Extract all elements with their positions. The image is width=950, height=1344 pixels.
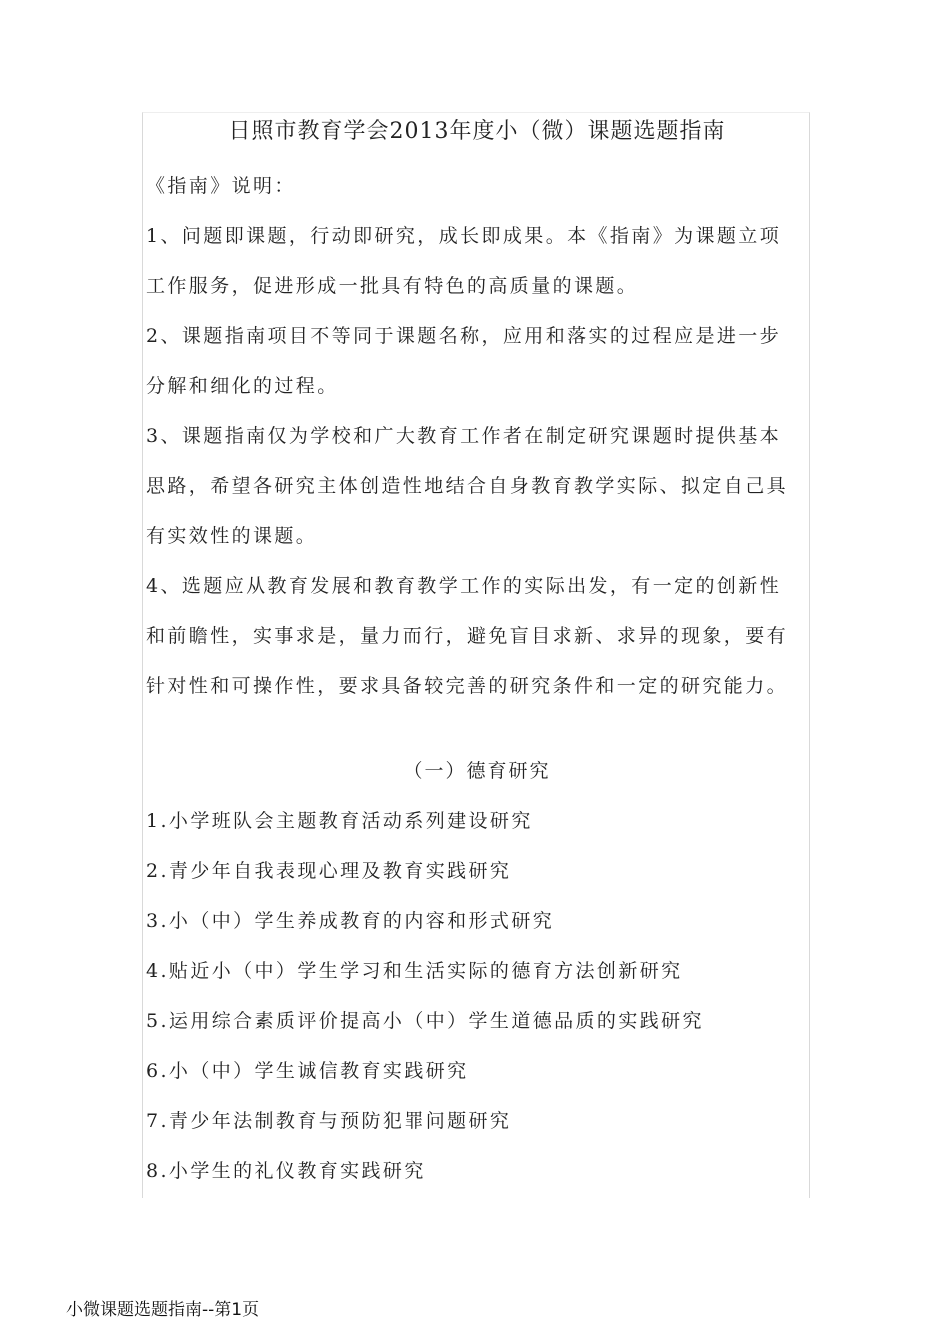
intro-line: 有实效性的课题。 <box>146 525 318 547</box>
list-item: 7.青少年法制教育与预防犯罪问题研究 <box>146 1110 512 1132</box>
intro-line: 针对性和可操作性，要求具备较完善的研究条件和一定的研究能力。 <box>146 675 789 697</box>
list-item: 2.青少年自我表现心理及教育实践研究 <box>146 860 512 882</box>
intro-line: 4、选题应从教育发展和教育教学工作的实际出发，有一定的创新性 <box>146 575 782 597</box>
list-item: 6.小（中）学生诚信教育实践研究 <box>146 1060 469 1082</box>
intro-line: 2、课题指南项目不等同于课题名称，应用和落实的过程应是进一步 <box>146 325 782 347</box>
intro-line: 3、课题指南仅为学校和广大教育工作者在制定研究课题时提供基本 <box>146 425 782 447</box>
intro-line: 工作服务，促进形成一批具有特色的高质量的课题。 <box>146 275 639 297</box>
list-item: 5.运用综合素质评价提高小（中）学生道德品质的实践研究 <box>146 1010 704 1032</box>
document-title: 日照市教育学会2013年度小（微）课题选题指南 <box>228 119 726 144</box>
intro-heading: 《指南》说明： <box>146 175 296 197</box>
list-item: 8.小学生的礼仪教育实践研究 <box>146 1160 426 1182</box>
intro-line: 思路，希望各研究主体创造性地结合自身教育教学实际、拟定自己具 <box>146 475 789 497</box>
list-item: 4.贴近小（中）学生学习和生活实际的德育方法创新研究 <box>146 960 683 982</box>
page-footer: 小微课题选题指南--第1页 <box>66 1300 260 1320</box>
intro-line: 和前瞻性，实事求是，量力而行，避免盲目求新、求异的现象，要有 <box>146 625 789 647</box>
intro-line: 1、问题即课题，行动即研究，成长即成果。本《指南》为课题立项 <box>146 225 782 247</box>
intro-line: 分解和细化的过程。 <box>146 375 339 397</box>
section-heading: （一）德育研究 <box>403 760 551 782</box>
list-item: 3.小（中）学生养成教育的内容和形式研究 <box>146 910 555 932</box>
list-item: 1.小学班队会主题教育活动系列建设研究 <box>146 810 533 832</box>
